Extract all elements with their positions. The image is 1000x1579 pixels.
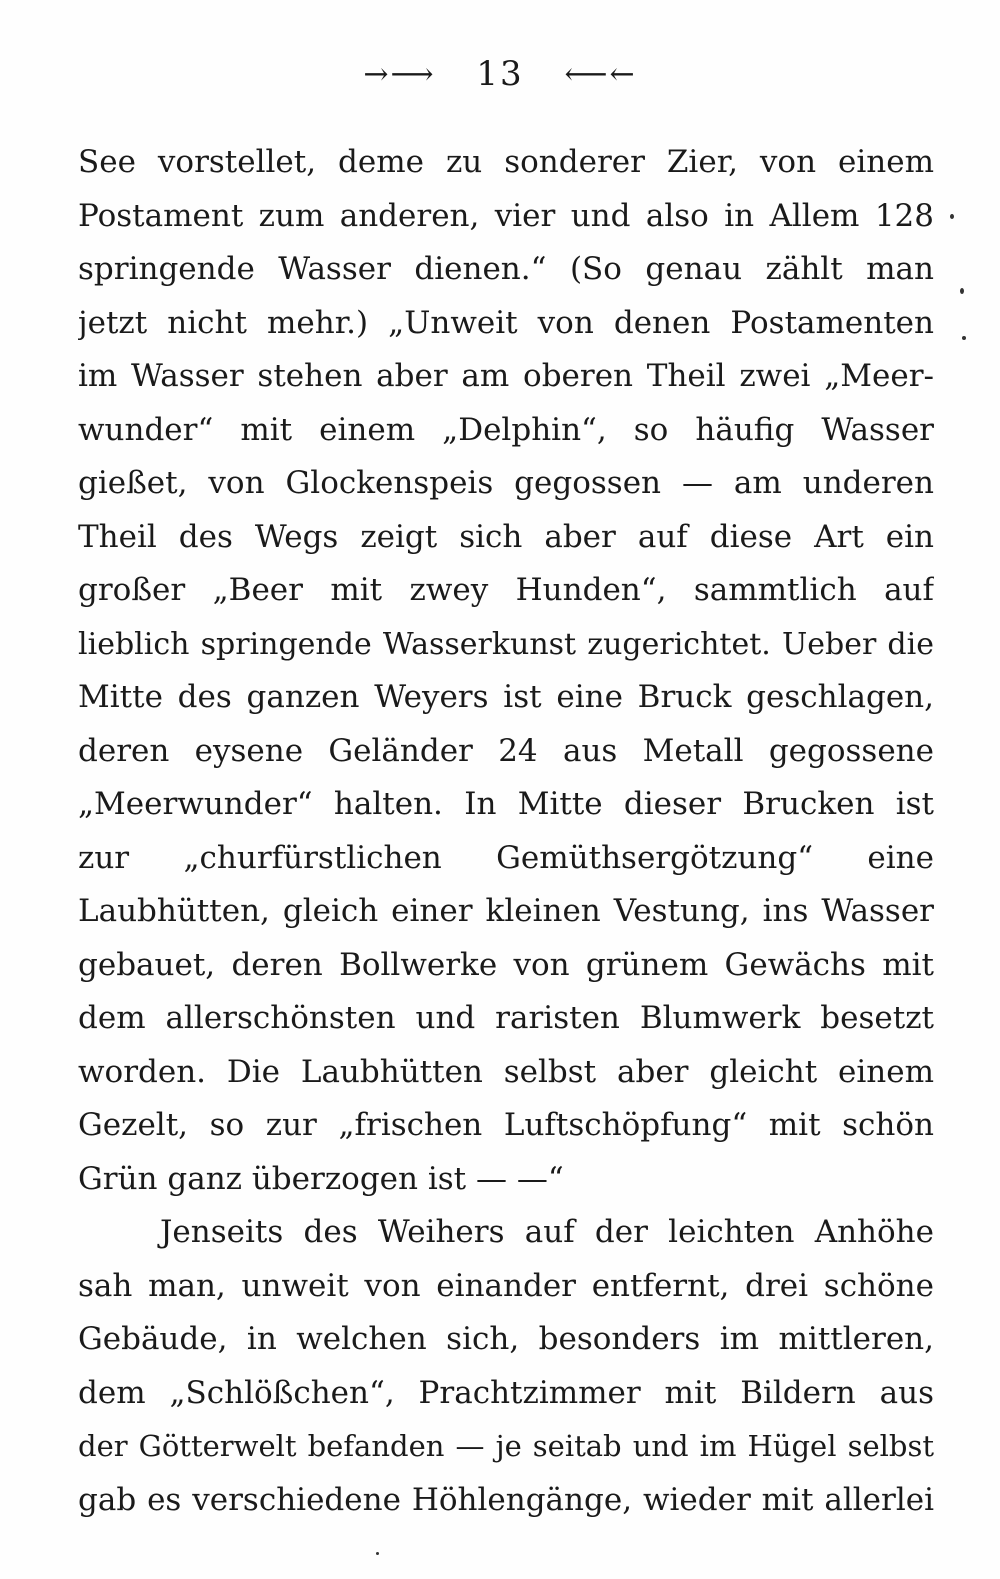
text-line: im Wasser stehen aber am oberen Theil zwei „Meer- — [78, 358, 934, 394]
text-line: See vorstellet, deme zu sonderer Zier, von einem — [78, 144, 934, 180]
text-line: zur „churfürstlichen Gemüthsergötzung“ eine — [78, 839, 934, 876]
text-line: großer „Beer mit zwey Hunden“, sammtlich auf — [78, 572, 934, 608]
text-line: Mitte des ganzen Weyers ist eine Bruck geschlagen, — [78, 679, 934, 715]
page-header — [0, 52, 1000, 94]
text-line: Gezelt, so zur „frischen Luftschöpfung“ mit schön — [78, 1107, 934, 1143]
scan-speck — [960, 288, 964, 294]
text-line: wunder“ mit einem „Delphin“, so häufig Wasser — [78, 411, 934, 448]
scan-speck — [950, 214, 954, 219]
text-line: Grün ganz überzogen ist — —“ — [78, 1160, 564, 1197]
text-line: sah man, unweit von einander entfernt, drei schöne — [78, 1267, 934, 1304]
text-line: Jenseits des Weihers auf der leichten Anhöhe — [160, 1214, 934, 1250]
left-arrow-ornament: →⟶ — [363, 56, 436, 92]
scan-speck — [376, 1552, 379, 1555]
text-line: gießet, von Glockenspeis gegossen — am underen — [78, 465, 934, 501]
text-line: dem allerschönsten und raristen Blumwerk besetzt — [78, 1000, 934, 1036]
page-number: 13 — [476, 54, 524, 94]
text-line: worden. Die Laubhütten selbst aber gleicht einem — [78, 1053, 934, 1090]
paragraph-1 — [78, 136, 934, 1206]
right-arrow-ornament: ⟵← — [564, 56, 637, 92]
text-line: Theil des Wegs zeigt sich aber auf diese Art ein — [78, 518, 934, 555]
text-line: Laubhütten, gleich einer kleinen Vestung, ins Wasser — [78, 893, 934, 929]
text-line: jetzt nicht mehr.) „Unweit von denen Postamenten — [78, 304, 934, 341]
text-line: Postament zum anderen, vier und also in Allem 128 — [78, 197, 934, 234]
paragraph-2 — [78, 1206, 934, 1527]
text-line: springende Wasser dienen.“ (So genau zählt man — [78, 251, 934, 287]
text-line: lieblich springende Wasserkunst zugerichtet. Ueber die — [78, 626, 934, 662]
scan-speck — [962, 336, 966, 340]
body-text — [78, 136, 934, 1527]
text-line: „Meerwunder“ halten. In Mitte dieser Brucken ist — [78, 786, 934, 822]
text-line: der Götterwelt befanden — je seitab und im Hügel selbst — [78, 1429, 934, 1463]
text-line: Gebäude, in welchen sich, besonders im mittleren, — [78, 1321, 934, 1357]
text-line: deren eysene Geländer 24 aus Metall gegossene — [78, 732, 934, 769]
text-line: gebauet, deren Bollwerke von grünem Gewächs mit — [78, 946, 934, 983]
text-line: gab es verschiedene Höhlengänge, wieder mit allerlei — [78, 1481, 934, 1518]
text-line: dem „Schlößchen“, Prachtzimmer mit Bildern aus — [78, 1374, 934, 1411]
